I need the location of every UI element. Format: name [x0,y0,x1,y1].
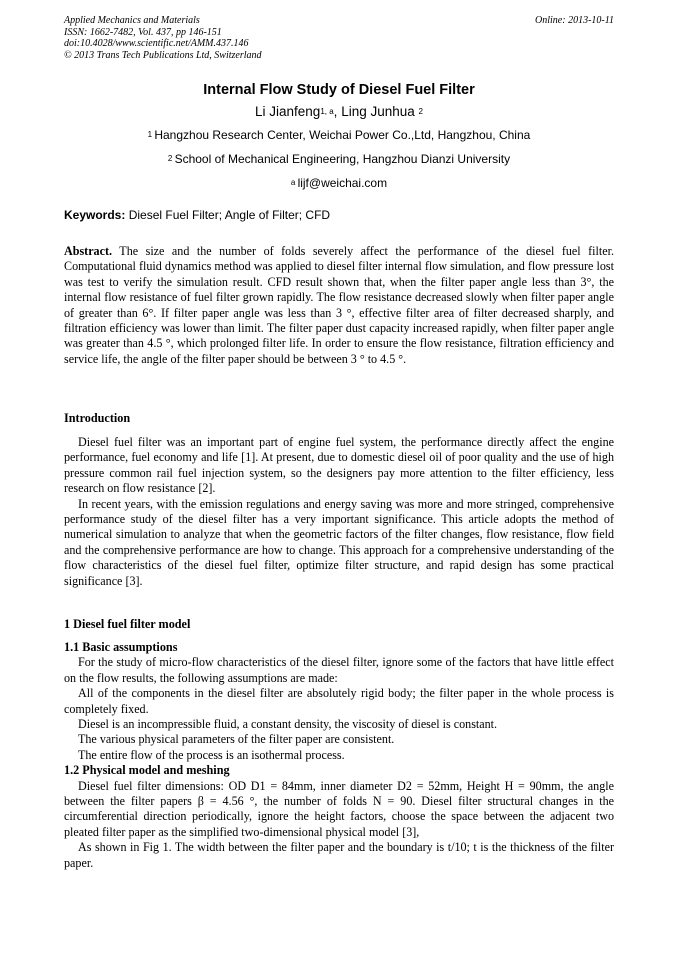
s2-paragraph-1: Diesel fuel filter dimensions: OD D1 = 84mm, inner diameter D2 = 52mm, Height H = 90mm, the angle between the filter papers β = 4.56 °, the number of folds N = 90. Diesel filter structural changes in the circumferential direction periodically, ignore the height factors, choose the space between the adjacent two pleated filter paper as the simplified two-dimensional physical model [3], [64,778,614,839]
section-heading-introduction: Introduction [64,411,131,425]
journal-issn: ISSN: 1662-7482, Vol. 437, pp 146-151 [64,26,222,38]
section-1-body [64,640,614,871]
author-2-sup: 2 [418,107,423,116]
s2-paragraph-2: As shown in Fig 1. The width between the filter paper and the boundary is t/10; t is the thickness of the filter paper. [64,840,614,870]
journal-doi: doi:10.4028/www.scientific.net/AMM.437.146 [64,38,249,49]
section-heading-1: 1 Diesel fuel filter model [64,617,191,631]
journal-meta [64,15,262,61]
affiliation-1-text: Hangzhou Research Center, Weichai Power Co.,Ltd, Hangzhou, China [154,128,531,142]
affiliation-email [64,172,614,196]
affiliation-1 [64,124,614,148]
intro-paragraph-2: In recent years, with the emission regulations and energy saving was more and more stringed, comprehensive performance study of the diesel filter has a very important significance. This article adopts the method of numerical simulation to analyze that when the geometric factors of the filter changes, flow resistance, flow field and the comprehensive performance are how to change. This approach for a comprehensive understanding of the flow characteristics of the diesel fuel filter, optimize filter structure, and rapid design has some practical significance [3]. [64,496,614,588]
s1-paragraph-3: Diesel is an incompressible fluid, a constant density, the viscosity of diesel is constant. [78,717,498,732]
affiliation-2-text: School of Mechanical Engineering, Hangzhou Dianzi University [174,152,511,166]
journal-name: Applied Mechanics and Materials [64,15,200,26]
abstract-text: The size and the number of folds severely affect the performance of the diesel fuel filter. Computational fluid dynamics method was applied to diesel filter internal flow simulation, and flow pressure lost was test to verify the simulation result. CFD result shown that, when the filter paper angle less than 3°, the internal flow resistance of fuel filter grown rapidly. The flow resistance decreased slowly when filter paper angle of greater than 6°. If filter paper angle was less than 3 °, effective filter area of filter decreased sharply, and filtration efficiency was lower than limit. The filter paper dust capacity increased rapidly, when filter paper angle was greater than 4.5 °, which prolonged filter life. In order to ensure the flow resistance, filtration efficiency and service life, the angle of the filter paper should be between 3 ° to 4.5 °. [64,244,614,366]
keywords-text: Diesel Fuel Filter; Angle of Filter; CFD [125,208,331,222]
affiliation-email-sup: a [290,178,298,187]
abstract [64,244,614,367]
keywords [64,208,614,223]
intro-paragraph-1: Diesel fuel filter was an important part of engine fuel system, the performance directly affect the engine performance, fuel economy and life [1]. At present, due to domestic diesel oil of poor quality and the use of high pressure common rail fuel injection system, so the designers pay more attention to the filter efficiency, less research on flow resistance [2]. [64,435,614,496]
abstract-label: Abstract. [64,244,113,258]
s1-paragraph-5: The entire flow of the process is an isothermal process. [78,747,345,762]
s1-paragraph-4: The various physical parameters of the filter paper are consistent. [78,732,395,747]
s1-paragraph-2: All of the components in the diesel filter are absolutely rigid body; the filter paper in the whole process is completely fixed. [64,686,614,716]
subsection-heading-1-1: 1.1 Basic assumptions [64,640,178,654]
affiliation-2 [64,148,614,172]
journal-copyright: © 2013 Trans Tech Publications Ltd, Switzerland [64,49,262,61]
affiliation-2-sup: 2 [167,154,175,163]
keywords-label: Keywords: [64,208,126,222]
author-1-sup: 1, a [320,107,334,116]
paper-title: Internal Flow Study of Diesel Fuel Filter [203,82,475,98]
title-block [64,80,614,196]
subsection-heading-1-2: 1.2 Physical model and meshing [64,763,230,778]
author-2-name: Ling Junhua [341,104,419,119]
author-sep: , [333,104,342,119]
authors [64,102,614,124]
s1-paragraph-1: For the study of micro-flow characteristics of the diesel filter, ignore some of the factors that have little effect on the flow results, the following assumptions are made: [64,655,614,685]
author-1-name: Li Jianfeng [255,104,321,119]
affiliation-1-sup: 1 [147,130,155,139]
online-date: Online: 2013-10-11 [535,15,614,26]
introduction-body [64,435,614,589]
email-text: lijf@weichai.com [297,176,388,190]
